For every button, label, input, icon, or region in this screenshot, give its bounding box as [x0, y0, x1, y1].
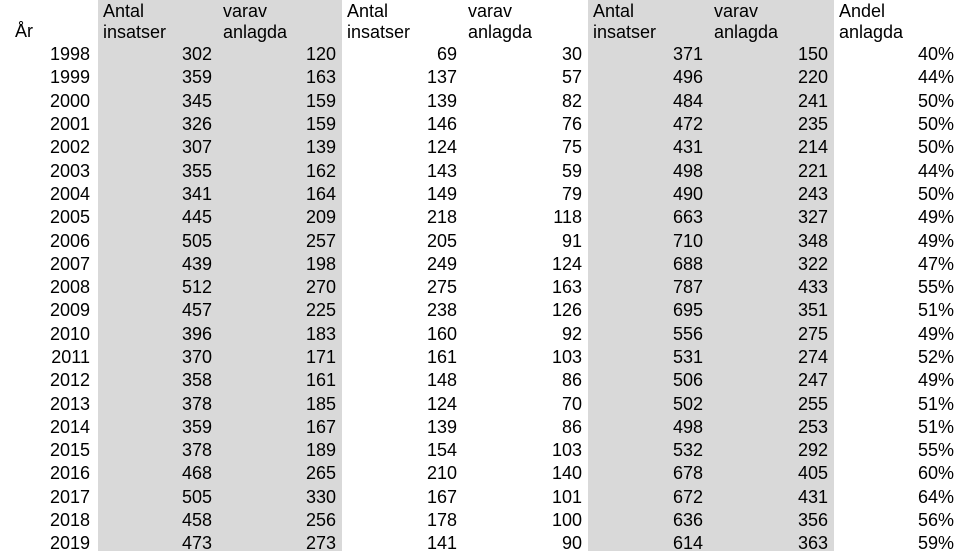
header-share-line1: Andel: [839, 1, 886, 21]
header-year: År: [15, 21, 33, 41]
cell-g2-sub: 76: [561, 114, 582, 135]
cell-g1-sub: 185: [305, 393, 336, 414]
cell-g1-sub: 273: [305, 533, 336, 554]
cell-g3-count: 695: [672, 300, 703, 321]
cell-g2-sub: 90: [561, 533, 582, 554]
cell-g1-count: 378: [181, 393, 212, 414]
cell-share: 51%: [917, 416, 954, 437]
table-row: [0, 462, 960, 485]
cell-g2-count: 137: [426, 67, 457, 88]
cell-g1-count: 370: [181, 347, 212, 367]
cell-year: 2009: [49, 300, 90, 321]
cell-g1-sub: 159: [305, 114, 336, 135]
cell-share: 55%: [917, 440, 954, 461]
table-row: [0, 299, 960, 322]
cell-share: 44%: [917, 67, 954, 88]
cell-g1-sub: 120: [305, 44, 336, 65]
cell-year: 2011: [51, 347, 90, 367]
cell-g2-count: 178: [426, 510, 457, 531]
cell-share: 44%: [917, 160, 954, 181]
cell-share: 64%: [917, 486, 954, 507]
cell-g1-sub: 209: [305, 207, 336, 228]
cell-year: 2013: [49, 393, 90, 414]
cell-g3-sub: 247: [797, 370, 828, 391]
cell-year: 2002: [49, 137, 90, 158]
table-row: [0, 229, 960, 252]
table-row: [0, 113, 960, 136]
cell-g1-count: 326: [181, 114, 212, 135]
header-share-line2: anlagda: [839, 22, 904, 42]
cell-g2-sub: 75: [561, 137, 582, 158]
table-row: [0, 90, 960, 113]
cell-g1-sub: 198: [305, 253, 336, 274]
cell-g3-count: 484: [672, 90, 703, 111]
cell-g2-count: 146: [426, 114, 457, 135]
cell-g2-sub: 70: [561, 393, 582, 414]
cell-g2-count: 210: [426, 463, 457, 484]
cell-g1-sub: 270: [305, 277, 336, 298]
cell-g3-count: 371: [672, 44, 703, 65]
header-g3-count-line1: Antal: [593, 1, 635, 21]
cell-g1-count: 505: [181, 230, 212, 251]
cell-g3-sub: 275: [797, 323, 828, 344]
cell-g1-count: 457: [181, 300, 212, 321]
cell-year: 2017: [49, 486, 90, 507]
cell-g2-count: 161: [426, 347, 457, 367]
cell-g3-sub: 241: [797, 90, 828, 111]
header-g2-sub-line2: anlagda: [468, 22, 533, 42]
cell-g3-count: 663: [672, 207, 703, 228]
cell-share: 59%: [917, 533, 954, 554]
header-g2-sub-line1: varav: [468, 1, 513, 21]
cell-year: 2008: [49, 277, 90, 298]
cell-g1-count: 302: [181, 44, 212, 65]
cell-g2-sub: 57: [561, 67, 582, 88]
cell-g3-sub: 433: [797, 277, 828, 298]
cell-share: 50%: [917, 183, 954, 204]
cell-g3-count: 472: [672, 114, 703, 135]
header-g1-count: [98, 0, 218, 43]
cell-g2-sub: 92: [561, 323, 582, 344]
cell-share: 51%: [917, 300, 954, 321]
cell-g3-sub: 235: [797, 114, 828, 135]
cell-g1-count: 473: [181, 533, 212, 554]
cell-year: 2004: [49, 183, 90, 204]
cell-year: 2006: [49, 230, 90, 251]
cell-g3-count: 614: [672, 533, 703, 554]
header-g1-sub-line2: anlagda: [223, 22, 288, 42]
header-g2-count-line1: Antal: [347, 1, 389, 21]
cell-g1-count: 341: [181, 183, 212, 204]
cell-share: 50%: [917, 114, 954, 135]
header-g3-count: [588, 0, 709, 43]
cell-g2-count: 154: [426, 440, 457, 461]
cell-year: 2007: [49, 253, 90, 274]
cell-g3-count: 678: [672, 463, 703, 484]
cell-g2-sub: 100: [551, 510, 582, 531]
cell-share: 60%: [917, 463, 954, 484]
cell-g3-count: 498: [672, 160, 703, 181]
cell-g3-count: 496: [672, 67, 703, 88]
cell-year: 2000: [49, 90, 90, 111]
cell-g3-sub: 327: [797, 207, 828, 228]
cell-g1-count: 445: [181, 207, 212, 228]
cell-g3-sub: 356: [797, 510, 828, 531]
cell-share: 52%: [917, 347, 954, 367]
cell-g1-count: 468: [181, 463, 212, 484]
cell-g2-sub: 103: [551, 347, 582, 367]
cell-g2-count: 69: [436, 44, 457, 65]
header-g2-count-line2: insatser: [347, 22, 411, 42]
cell-g3-sub: 351: [797, 300, 828, 321]
cell-g2-count: 238: [426, 300, 457, 321]
table-row: [0, 253, 960, 276]
table-row: [0, 416, 960, 439]
cell-g1-sub: 256: [305, 510, 336, 531]
cell-g3-sub: 348: [797, 230, 828, 251]
table-row: [0, 159, 960, 182]
cell-g3-count: 498: [672, 416, 703, 437]
table-row: [0, 532, 960, 555]
cell-g1-sub: 164: [305, 183, 336, 204]
header-g3-count-line2: insatser: [593, 22, 657, 42]
cell-g3-sub: 322: [797, 253, 828, 274]
cell-g1-count: 439: [181, 253, 212, 274]
cell-g1-count: 505: [181, 486, 212, 507]
table-row: [0, 206, 960, 229]
table-row: [0, 183, 960, 206]
table-row: [0, 369, 960, 392]
cell-share: 56%: [917, 510, 954, 531]
cell-g2-count: 167: [426, 486, 457, 507]
cell-g2-sub: 86: [561, 416, 582, 437]
cell-g2-sub: 91: [561, 230, 582, 251]
cell-g1-sub: 159: [305, 90, 336, 111]
cell-g1-count: 307: [181, 137, 212, 158]
cell-g2-sub: 59: [561, 160, 582, 181]
cell-g1-count: 358: [181, 370, 212, 391]
table-row: [0, 509, 960, 532]
table-row: [0, 439, 960, 462]
cell-year: 2001: [49, 114, 90, 135]
cell-g3-sub: 405: [797, 463, 828, 484]
cell-g2-count: 143: [426, 160, 457, 181]
table-row: [0, 136, 960, 159]
table-row: [0, 323, 960, 346]
cell-g3-count: 688: [672, 253, 703, 274]
cell-g3-count: 710: [672, 230, 703, 251]
cell-g2-count: 275: [426, 277, 457, 298]
header-row: [0, 0, 960, 43]
cell-year: 1999: [49, 67, 90, 88]
cell-g1-sub: 139: [305, 137, 336, 158]
cell-g2-sub: 101: [551, 486, 582, 507]
cell-g3-count: 531: [672, 347, 703, 367]
table-row: [0, 276, 960, 299]
table-row: [0, 43, 960, 66]
cell-g2-sub: 118: [553, 207, 582, 228]
cell-g1-count: 458: [181, 510, 212, 531]
cell-year: 2015: [49, 440, 90, 461]
cell-g1-count: 396: [181, 323, 212, 344]
cell-share: 40%: [917, 44, 954, 65]
cell-year: 2018: [49, 510, 90, 531]
cell-g3-count: 490: [672, 183, 703, 204]
cell-g1-sub: 183: [305, 323, 336, 344]
cell-g1-sub: 257: [305, 230, 336, 251]
table-body: [0, 43, 960, 556]
cell-g3-count: 431: [672, 137, 703, 158]
cell-year: 2016: [49, 463, 90, 484]
cell-g3-count: 672: [672, 486, 703, 507]
cell-g3-count: 787: [672, 277, 703, 298]
cell-share: 49%: [917, 207, 954, 228]
header-g1-count-line2: insatser: [103, 22, 167, 42]
cell-g1-sub: 163: [305, 67, 336, 88]
cell-g2-count: 249: [426, 253, 457, 274]
cell-g1-sub: 225: [305, 300, 336, 321]
cell-g3-sub: 214: [797, 137, 828, 158]
cell-share: 47%: [917, 253, 954, 274]
cell-year: 2012: [49, 370, 90, 391]
cell-g1-count: 359: [181, 416, 212, 437]
cell-year: 2003: [49, 160, 90, 181]
cell-g1-sub: 161: [305, 370, 336, 391]
cell-g3-sub: 150: [797, 44, 828, 65]
table-row: [0, 66, 960, 89]
cell-g2-sub: 140: [551, 463, 582, 484]
cell-g3-sub: 220: [797, 67, 828, 88]
cell-share: 49%: [917, 323, 954, 344]
cell-share: 49%: [917, 230, 954, 251]
cell-share: 50%: [917, 137, 954, 158]
header-g2-count: [342, 0, 463, 43]
cell-g2-sub: 126: [551, 300, 582, 321]
cell-g2-count: 141: [426, 533, 457, 554]
cell-g2-sub: 82: [561, 90, 582, 111]
table-row: [0, 486, 960, 509]
table-row: [0, 346, 960, 369]
cell-g3-count: 502: [672, 393, 703, 414]
cell-g1-sub: 162: [305, 160, 336, 181]
cell-g2-count: 124: [426, 137, 457, 158]
cell-share: 49%: [917, 370, 954, 391]
header-g3-sub-line1: varav: [714, 1, 759, 21]
cell-g3-count: 506: [672, 370, 703, 391]
cell-g3-sub: 292: [797, 440, 828, 461]
cell-g1-sub: 265: [305, 463, 336, 484]
cell-g1-sub: 167: [305, 416, 336, 437]
cell-share: 55%: [917, 277, 954, 298]
cell-g3-sub: 274: [797, 347, 828, 367]
header-g1-count-line1: Antal: [103, 1, 145, 21]
cell-g1-count: 378: [181, 440, 212, 461]
cell-g2-count: 149: [426, 183, 457, 204]
cell-g2-count: 124: [426, 393, 457, 414]
cell-year: 2019: [49, 533, 90, 554]
cell-g1-count: 512: [181, 277, 212, 298]
cell-g2-count: 148: [426, 370, 457, 391]
cell-year: 2014: [49, 416, 90, 437]
cell-g2-count: 160: [426, 323, 457, 344]
cell-g2-sub: 30: [561, 44, 582, 65]
cell-year: 2005: [49, 207, 90, 228]
cell-g2-sub: 163: [551, 277, 582, 298]
cell-g3-count: 636: [672, 510, 703, 531]
cell-g2-count: 205: [426, 230, 457, 251]
cell-g3-sub: 431: [797, 486, 828, 507]
header-g3-sub-line2: anlagda: [714, 22, 779, 42]
header-g1-sub: [218, 0, 342, 43]
cell-g1-count: 355: [181, 160, 212, 181]
cell-g3-sub: 363: [797, 533, 828, 554]
cell-g2-sub: 103: [551, 440, 582, 461]
cell-share: 51%: [917, 393, 954, 414]
header-share: [834, 0, 960, 43]
cell-g1-sub: 189: [305, 440, 336, 461]
cell-g2-count: 218: [426, 207, 457, 228]
cell-g3-sub: 253: [797, 416, 828, 437]
header-g3-sub: [709, 0, 834, 43]
cell-g3-count: 532: [672, 440, 703, 461]
cell-g2-count: 139: [426, 416, 457, 437]
cell-year: 2010: [49, 323, 90, 344]
cell-g3-sub: 243: [797, 183, 828, 204]
cell-g2-sub: 124: [551, 253, 582, 274]
cell-g3-count: 556: [672, 323, 703, 344]
table-row: [0, 392, 960, 415]
cell-g2-sub: 79: [561, 183, 582, 204]
cell-g1-sub: 171: [305, 347, 336, 367]
cell-g1-count: 359: [181, 67, 212, 88]
cell-g3-sub: 221: [797, 160, 828, 181]
cell-g1-sub: 330: [305, 486, 336, 507]
cell-g1-count: 345: [181, 90, 212, 111]
header-g1-sub-line1: varav: [223, 1, 268, 21]
cell-g2-count: 139: [426, 90, 457, 111]
cell-year: 1998: [49, 44, 90, 65]
cell-g2-sub: 86: [561, 370, 582, 391]
cell-share: 50%: [917, 90, 954, 111]
cell-g3-sub: 255: [797, 393, 828, 414]
header-g2-sub: [463, 0, 588, 43]
